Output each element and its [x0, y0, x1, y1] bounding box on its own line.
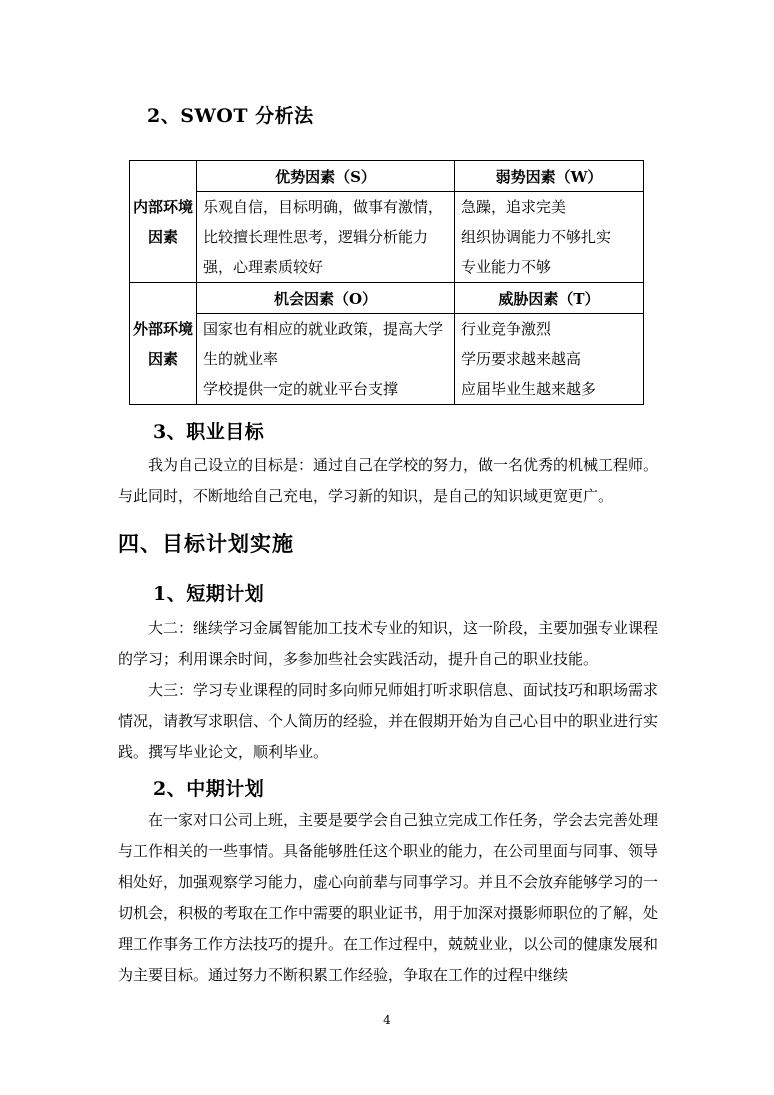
internal-label — [130, 161, 197, 283]
weakness-item: 急躁，追求完美 — [461, 198, 567, 216]
threats-cell — [455, 314, 644, 405]
career-goal-text: 我为自己设立的目标是：通过自己在学校的努力，做一名优秀的机械工程师。与此同时，不断地给自己充电，学习新的知识，是自己的知识域更宽更广。 — [118, 456, 659, 505]
swot-heading: 2、SWOT 分析法 — [147, 105, 314, 127]
short-term-paragraph-2: 大三：学习专业课程的同时多向师兄师姐打听求职信息、面试技巧和职场需求情况，请教写求职信、个人简历的经验，并在假期开始为自己心目中的职业进行实践。撰写毕业论文，顺利毕业。 — [118, 681, 659, 761]
strengths-header: 优势因素（S） — [197, 161, 455, 192]
weaknesses-header: 弱势因素（W） — [455, 161, 644, 192]
threat-item: 应届毕业生越来越多 — [461, 380, 597, 398]
strengths-cell — [197, 192, 455, 283]
weakness-item: 专业能力不够 — [461, 258, 552, 276]
mid-term-heading: 2、中期计划 — [153, 778, 265, 800]
page-number: 4 — [383, 1013, 391, 1027]
strength-item: 强，心理素质较好 — [203, 258, 324, 276]
short-term-paragraph-1: 大二：继续学习金属智能加工技术专业的知识，这一阶段，主要加强专业课程的学习；利用课余时间，多参加些社会实践活动，提升自己的职业技能。 — [118, 619, 659, 668]
opportunity-item: 生的就业率 — [203, 350, 279, 368]
opportunities-cell — [197, 314, 455, 405]
threat-item: 学历要求越来越高 — [461, 350, 582, 368]
internal-label-line1: 内部环境 — [132, 197, 193, 216]
threats-header: 威胁因素（T） — [455, 283, 644, 314]
external-label — [130, 283, 197, 405]
weakness-item: 组织协调能力不够扎实 — [461, 228, 612, 246]
short-term-heading: 1、短期计划 — [153, 583, 265, 605]
swot-table — [129, 160, 644, 405]
weaknesses-cell — [455, 192, 644, 283]
strength-item: 比较擅长理性思考，逻辑分析能力 — [203, 228, 429, 246]
strength-item: 乐观自信，目标明确，做事有激情， — [203, 198, 444, 216]
section4-heading: 四、目标计划实施 — [118, 531, 294, 556]
career-goal-heading: 3、职业目标 — [153, 421, 265, 443]
external-label-line1: 外部环境 — [132, 319, 193, 338]
threat-item: 行业竞争激烈 — [461, 320, 552, 338]
external-label-line2: 因素 — [147, 349, 178, 368]
opportunity-item: 学校提供一定的就业平台支撑 — [203, 380, 399, 398]
internal-label-line2: 因素 — [147, 227, 178, 246]
mid-term-paragraph-1: 在一家对口公司上班，主要是要学会自己独立完成工作任务，学会去完善处理与工作相关的一些事情。具备能够胜任这个职业的能力，在公司里面与同事、领导相处好，加强观察学习能力，虚心向前辈与同事学习。并且不会放弃能够学习的一切机会，积极的考取在工作中需要的职业证书，用于加深对摄影师职位的了解，处理工作事务工作方法技巧的提升。在工作过程中，兢兢业业，以公司的健康发展和为主要目标。通过努力不断积累工作经验，争取在工作的过程中继续 — [118, 811, 659, 984]
opportunity-item: 国家也有相应的就业政策，提高大学 — [203, 320, 444, 338]
opportunities-header: 机会因素（O） — [197, 283, 455, 314]
